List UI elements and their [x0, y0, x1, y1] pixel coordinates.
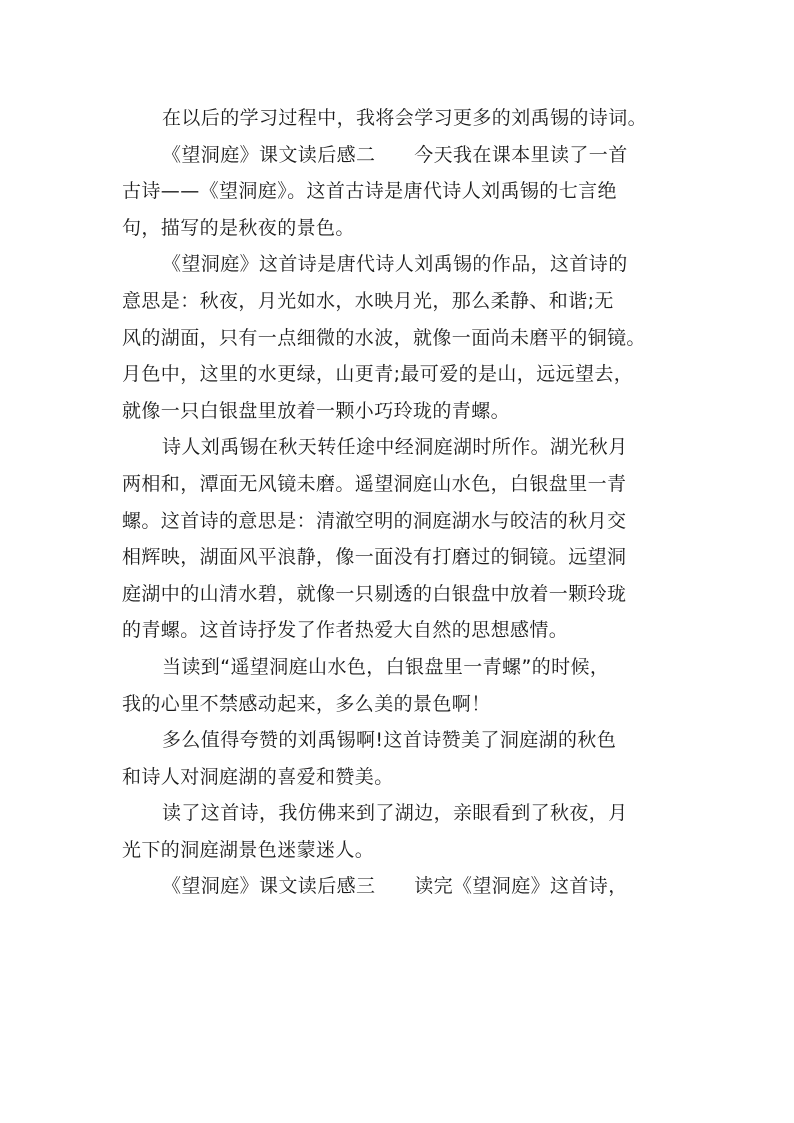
text-line: 多么值得夸赞的刘禹锡啊!这首诗赞美了洞庭湖的秋色 — [162, 729, 617, 752]
text-line: 我的心里不禁感动起来，多么美的景色啊！ — [122, 692, 491, 715]
document-body — [122, 100, 722, 905]
text-line: 月色中，这里的水更绿，山更青;最可爱的是山，远远望去， — [122, 363, 634, 386]
text-line: 意思是：秋夜，月光如水，水映月光，那么柔静、和谐;无 — [122, 289, 614, 312]
text-line: 古诗——《望洞庭》。这首古诗是唐代诗人刘禹锡的七言绝 — [122, 180, 617, 203]
text-line: 诗人刘禹锡在秋天转任途中经洞庭湖时所作。湖光秋月 — [162, 436, 628, 459]
text-line: 在以后的学习过程中，我将会学习更多的刘禹锡的诗词。 — [162, 107, 648, 129]
text-line: 就像一只白银盘里放着一颗小巧玲珑的青螺。 — [122, 399, 511, 422]
text-line: 的青螺。这首诗抒发了作者热爱大自然的思想感情。 — [122, 619, 569, 642]
text-line: 《望洞庭》课文读后感三 读完《望洞庭》这首诗， — [162, 875, 628, 898]
text-line: 螺。这首诗的意思是：清澈空明的洞庭湖水与皎洁的秋月交 — [122, 509, 627, 532]
text-line: 《望洞庭》这首诗是唐代诗人刘禹锡的作品，这首诗的 — [162, 253, 628, 276]
text-line: 当读到“遥望洞庭山水色，白银盘里一青螺”的时候， — [162, 655, 610, 678]
text-line: 相辉映，湖面风平浪静，像一面没有打磨过的铜镜。远望洞 — [122, 546, 627, 569]
text-line: 《望洞庭》课文读后感二 今天我在课本里读了一首 — [162, 143, 628, 166]
text-line: 光下的洞庭湖景色迷蒙迷人。 — [122, 838, 375, 861]
text-line: 两相和，潭面无风镜未磨。遥望洞庭山水色，白银盘里一青 — [122, 472, 627, 495]
text-line: 读了这首诗，我仿佛来到了湖边，亲眼看到了秋夜，月 — [162, 802, 628, 825]
text-line: 和诗人对洞庭湖的喜爱和赞美。 — [122, 765, 394, 788]
text-line: 庭湖中的山清水碧，就像一只剔透的白银盘中放着一颗玲珑 — [122, 582, 627, 605]
text-line: 句，描写的是秋夜的景色。 — [122, 216, 355, 239]
text-line: 风的湖面，只有一点细微的水波，就像一面尚未磨平的铜镜。 — [122, 326, 646, 349]
